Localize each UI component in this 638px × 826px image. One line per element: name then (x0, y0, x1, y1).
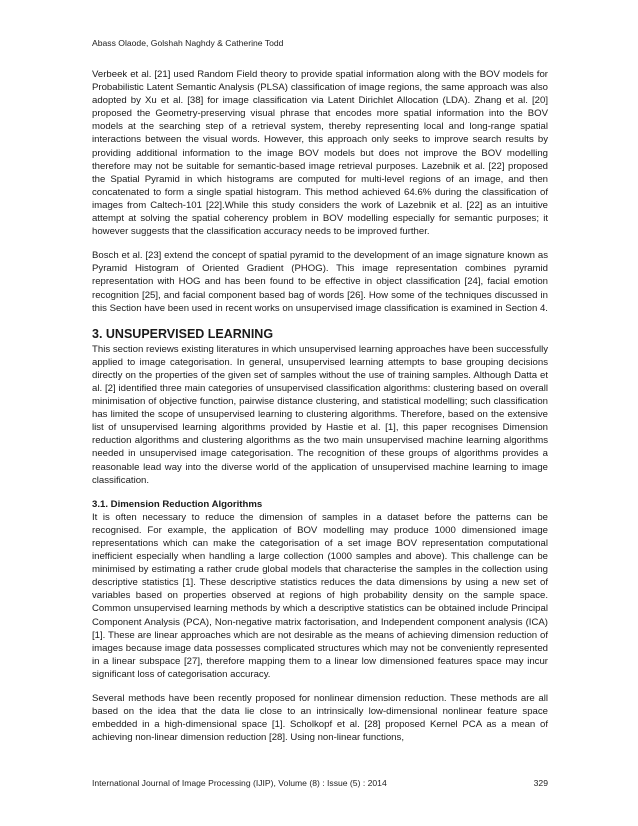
page-footer (92, 778, 548, 788)
subsection-heading-dimension-reduction: 3.1. Dimension Reduction Algorithms (92, 498, 263, 510)
paragraph-spatial-models: Verbeek et al. [21] used Random Field theory to provide spatial information along with the BOV models for Probabilistic Latent Semantic Analysis (PLSA) classification of image regions, the same approach was also adopted by Xu et al. [38] for image classification via Latent Dirichlet Allocation (LDA). Zhang et al. [20] proposed the Geometry-preserving visual phrase that encodes more spatial information into the BOV models at the searching step of a retrieval system, thereby representing local and long-range spatial interactions between the visual words. However, this approach only seeks to improve search results by providing additional information to the image BOV models but does not improve the BOV modelling therefore may not be suitable for semantic-based image retrieval purposes. Lazebnik et al. [22] proposed the Spatial Pyramid in which histograms are computed for multi-level regions of an image, and then concatenated to form a single spatial histogram. This method achieved 64.6% during the classification of images from Caltech-101 [22].While this study considers the work of Lazebnik et al. [22] as an intuitive attempt at solving the spatial coherency problem in BOV modelling especially for semantic purposes; it however suggests that the classification accuracy needs to be improved further. (92, 69, 548, 238)
paragraph-phog: Bosch et al. [23] extend the concept of spatial pyramid to the development of an image signature known as Pyramid Histogram of Oriented Gradient (PHOG). This image representation combines pyramid representation with HOG and has been found to be effective in object classification [24], facial emotion recognition [25], and facial component based bag of words [26]. How some of the techniques discussed in this Section have been used in recent works on unsupervised image classification is examined in Section 4. (92, 250, 548, 314)
footer-page-number: 329 (533, 778, 548, 788)
page-body (92, 68, 548, 755)
paragraph-dimension-reduction: It is often necessary to reduce the dimension of samples in a dataset before the patterns can be recognised. For example, the application of BOV modelling may produce 1000 dimensioned image representations which can make the categorisation of a set image BOV representation computational inefficient especially when handling a large collection (1000 samples and above). This challenge can be minimised by estimating a rather crude global models that characterise the samples in the collection using descriptive statistics [1]. These descriptive statistics reduces the data dimensions by using a new set of variables based on properties observed at regions of high probability density on the sample space. Common unsupervised learning methods by which a descriptive statistics can be obtained include Principal Component Analysis (PCA), Non-negative matrix factorisation, and Independent component analysis (ICA) [1]. These are linear approaches which are not desirable as the means of achieving dimension reduction of images because image data possesses complicated structures which may not be conveniently represented in a linear subspace [27], therefore mapping them to a linear low dimensioned features space may incur significant loss of categorisation accuracy. (92, 511, 548, 680)
paragraph-nonlinear-methods: Several methods have been recently proposed for nonlinear dimension reduction. These methods are all based on the idea that the data lie close to an intrinsically low-dimensional nonlinear feature space embedded in a high-dimensional space [1]. Scholkopf et al. [28] proposed Kernel PCA as a mean of achieving non-linear dimension reduction [28]. Using non-linear functions, (92, 693, 548, 744)
section-heading-unsupervised-learning: 3. UNSUPERVISED LEARNING (92, 326, 274, 341)
running-head-authors: Abass Olaode, Golshah Naghdy & Catherine Todd (92, 38, 284, 48)
footer-journal-info: International Journal of Image Processing (IJIP), Volume (8) : Issue (5) : 2014 (92, 778, 387, 788)
paragraph-unsupervised-overview: This section reviews existing literatures in which unsupervised learning approaches have been successfully applied to image categorisation. In general, unsupervised learning attempts to base grouping decisions directly on the properties of the given set of samples without the use of training samples. Although Datta et al. [2] identified three main categories of unsupervised classification algorithms: clustering based on overall minimisation of objective function, pairwise distance clustering, and statistical modelling; such classification has limited the scope of unsupervised learning to clustering algorithms. Therefore, based on the extensive list of unsupervised learning algorithms provided by Hastie et al. [1], this paper recognises Dimension reduction algorithms and clustering algorithms as the two main unsupervised machine learning algorithms needed in unsupervised image categorisation. The recognition of these groups of algorithms provides a reasonable lead way into the diverse world of the application of unsupervised machine learning to image classification. (92, 343, 548, 486)
